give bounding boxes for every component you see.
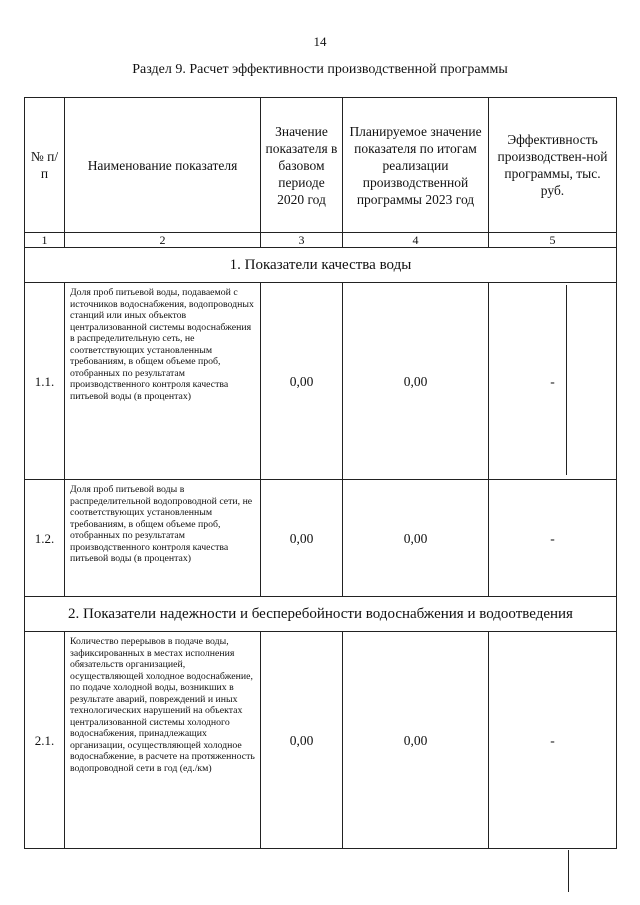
header-cell-effect: Эффективность производствен-ной программы, тыс. руб. <box>489 98 617 233</box>
effect-value: - <box>489 632 617 849</box>
header-cell-name: Наименование показателя <box>65 98 261 233</box>
base-value: 0,00 <box>261 480 343 597</box>
column-number: 2 <box>65 233 261 248</box>
section-title: Раздел 9. Расчет эффективности производственной программы <box>132 62 508 77</box>
section-heading: 2. Показатели надежности и бесперебойности водоснабжения и водоотведения <box>25 597 617 632</box>
header-cell-base: Значение показателя в базовом периоде 2020 год <box>261 98 343 233</box>
header-cell-plan: Планируемое значение показателя по итогам реализации производственной программы 2023 год <box>343 98 489 233</box>
table-row <box>25 480 617 597</box>
indicator-name: Количество перерывов в подаче воды, зафиксированных в местах исполнения обязательств организацией, осуществляющей холодное водоснабжение, по подаче холодной воды, возникших в результате аварий, повреждений и иных технологических нарушений на объектах централизованной системы холодного водоснабжения, принадлежащих организации, осуществляющей холодное водоснабжение, в расчете на протяженность водопроводной сети в год (ед./км) <box>65 632 261 849</box>
row-number: 2.1. <box>25 632 65 849</box>
page-number: 14 <box>313 34 327 49</box>
column-number: 4 <box>343 233 489 248</box>
table-row <box>25 632 617 849</box>
efficiency-table <box>24 97 617 849</box>
header-row <box>25 98 617 233</box>
indicator-name: Доля проб питьевой воды, подаваемой с источников водоснабжения, водопроводных станций или иных объектов централизованной системы водоснабжения в распределительную сеть, не соответствующих установленным требованиям, в общем объеме проб, отобранных по результатам производственного контроля качества питьевой воды (в процентах) <box>65 283 261 480</box>
row-number: 1.1. <box>25 283 65 480</box>
plan-value: 0,00 <box>343 283 489 480</box>
base-value: 0,00 <box>261 632 343 849</box>
column-number: 5 <box>489 233 617 248</box>
margin-line <box>568 850 569 892</box>
header-cell-number: № п/п <box>25 98 65 233</box>
section-row <box>25 597 617 632</box>
effect-value: - <box>489 283 617 480</box>
section-row <box>25 248 617 283</box>
plan-value: 0,00 <box>343 480 489 597</box>
plan-value: 0,00 <box>343 632 489 849</box>
section-heading: 1. Показатели качества воды <box>25 248 617 283</box>
effect-value: - <box>489 480 617 597</box>
table-row <box>25 283 617 480</box>
indicator-name: Доля проб питьевой воды в распределительной водопроводной сети, не соответствующих установленным требованиям, в общем объеме проб, отобранных по результатам производственного контроля качества питьевой воды (в процентах) <box>65 480 261 597</box>
base-value: 0,00 <box>261 283 343 480</box>
cell-divider <box>566 285 567 475</box>
row-number: 1.2. <box>25 480 65 597</box>
column-number: 1 <box>25 233 65 248</box>
column-number-row <box>25 233 617 248</box>
column-number: 3 <box>261 233 343 248</box>
